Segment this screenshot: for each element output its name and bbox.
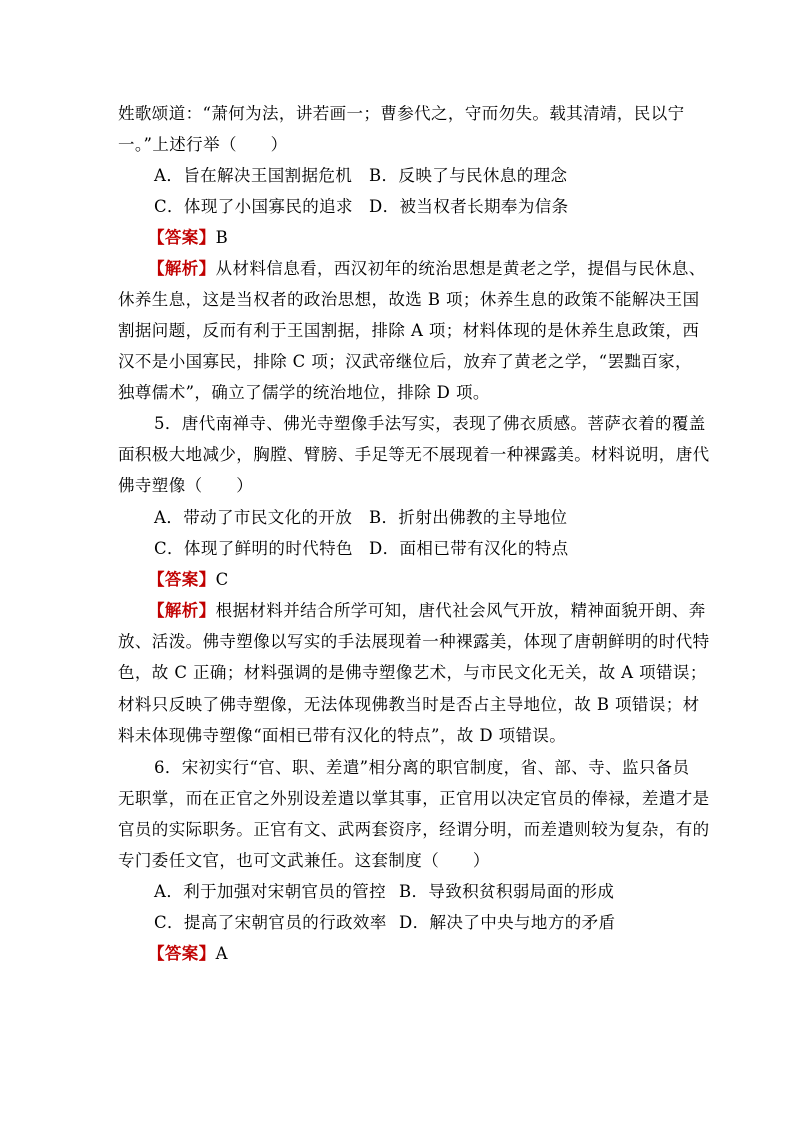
q5-answer xyxy=(148,570,229,590)
q6-stem-line-2: 无职掌，而在正官之外别设差遣以掌其事，正官用以决定官员的俸禄，差遣才是 xyxy=(118,789,710,808)
q4-option-row-1 xyxy=(154,166,568,186)
q4-option-row-2 xyxy=(154,197,569,217)
q5-analysis-line-4: 材料只反映了佛寺塑像，无法体现佛教当时是否占主导地位，故 B 项错误；材 xyxy=(118,695,700,714)
q5-option-row-1 xyxy=(154,508,568,528)
q4-stem-line-2: 一。”上述行举（ ） xyxy=(118,135,288,154)
q4-analysis-line-3: 割据问题，反而有利于王国割据，排除 A 项；材料体现的是休养生息政策，西 xyxy=(118,321,700,340)
q4-analysis-line-2: 休养生息，这是当权者的政治思想，故选 B 项；休养生息的政策不能解决王国 xyxy=(118,290,700,309)
answer-value: A xyxy=(215,944,228,963)
q4-option-b: B．反映了与民休息的理念 xyxy=(369,166,568,185)
q4-answer xyxy=(148,228,228,248)
q5-analysis-line-1 xyxy=(148,601,706,621)
answer-value: C xyxy=(215,570,229,589)
q6-stem-line-1: 6．宋初实行“官、职、差遣”相分离的职官制度，省、部、寺、监只备员 xyxy=(154,758,690,777)
q4-stem-line-1: 姓歌颂道：“萧何为法，讲若画一；曹参代之，守而勿失。载其清靖，民以宁 xyxy=(118,104,685,123)
q5-option-row-2 xyxy=(154,539,569,559)
q4-analysis-line-1 xyxy=(148,259,706,279)
q6-answer xyxy=(148,944,228,964)
q4-analysis-line-5: 独尊儒术”，确立了儒学的统治地位，排除 D 项。 xyxy=(118,383,490,402)
q4-option-c: C．体现了小国寡民的追求 xyxy=(154,197,353,216)
answer-tag: 【答案】 xyxy=(148,570,216,589)
q4-analysis-line-4: 汉不是小国寡民，排除 C 项；汉武帝继位后，放弃了黄老之学，“罢黜百家， xyxy=(118,352,692,371)
q5-analysis-line-3: 色，故 C 正确；材料强调的是佛寺塑像艺术，与市民文化无关，故 A 项错误； xyxy=(118,663,707,682)
q5-analysis-line-5: 料未体现佛寺塑像“面相已带有汉化的特点”，故 D 项错误。 xyxy=(118,726,567,745)
q5-stem-line-1: 5．唐代南禅寺、佛光寺塑像手法写实，表现了佛衣质感。菩萨衣着的覆盖 xyxy=(154,414,706,433)
answer-tag: 【答案】 xyxy=(148,228,216,247)
q5-option-d: D．面相已带有汉化的特点 xyxy=(369,539,569,558)
analysis-tag: 【解析】 xyxy=(148,601,216,620)
q5-analysis-line-2: 放、活泼。佛寺塑像以写实的手法展现着一种裸露美，体现了唐朝鲜明的时代特 xyxy=(118,632,710,651)
q6-stem-line-4: 专门委任文官，也可文武兼任。这套制度（ ） xyxy=(118,851,490,870)
q6-option-row-2 xyxy=(154,913,616,933)
q5-option-a: A．带动了市民文化的开放 xyxy=(154,508,353,527)
q6-option-a: A．利于加强对宋朝官员的管控 xyxy=(154,882,387,901)
analysis-text: 从材料信息看，西汉初年的统治思想是黄老之学，提倡与民休息、 xyxy=(215,259,706,278)
q5-stem-line-2: 面积极大地减少，胸膛、臂膀、手足等无不展现着一种裸露美。材料说明，唐代 xyxy=(118,445,710,464)
q5-option-c: C．体现了鲜明的时代特色 xyxy=(154,539,353,558)
q5-option-b: B．折射出佛教的主导地位 xyxy=(369,508,568,527)
q6-option-c: C．提高了宋朝官员的行政效率 xyxy=(154,913,387,932)
q6-option-b: B．导致积贫积弱局面的形成 xyxy=(399,882,615,901)
answer-value: B xyxy=(215,228,229,247)
answer-tag: 【答案】 xyxy=(148,944,216,963)
q5-stem-line-3: 佛寺塑像（ ） xyxy=(118,476,254,495)
q6-option-row-1 xyxy=(154,882,615,902)
q4-option-a: A．旨在解决王国割据危机 xyxy=(154,166,353,185)
q6-option-d: D．解决了中央与地方的矛盾 xyxy=(399,913,616,932)
analysis-text: 根据材料并结合所学可知，唐代社会风气开放，精神面貌开朗、奔 xyxy=(215,601,706,620)
analysis-tag: 【解析】 xyxy=(148,259,216,278)
q6-stem-line-3: 官员的实际职务。正官有文、武两套资序，经谓分明，而差遣则较为复杂，有的 xyxy=(118,820,710,839)
q4-option-d: D．被当权者长期奉为信条 xyxy=(369,197,569,216)
